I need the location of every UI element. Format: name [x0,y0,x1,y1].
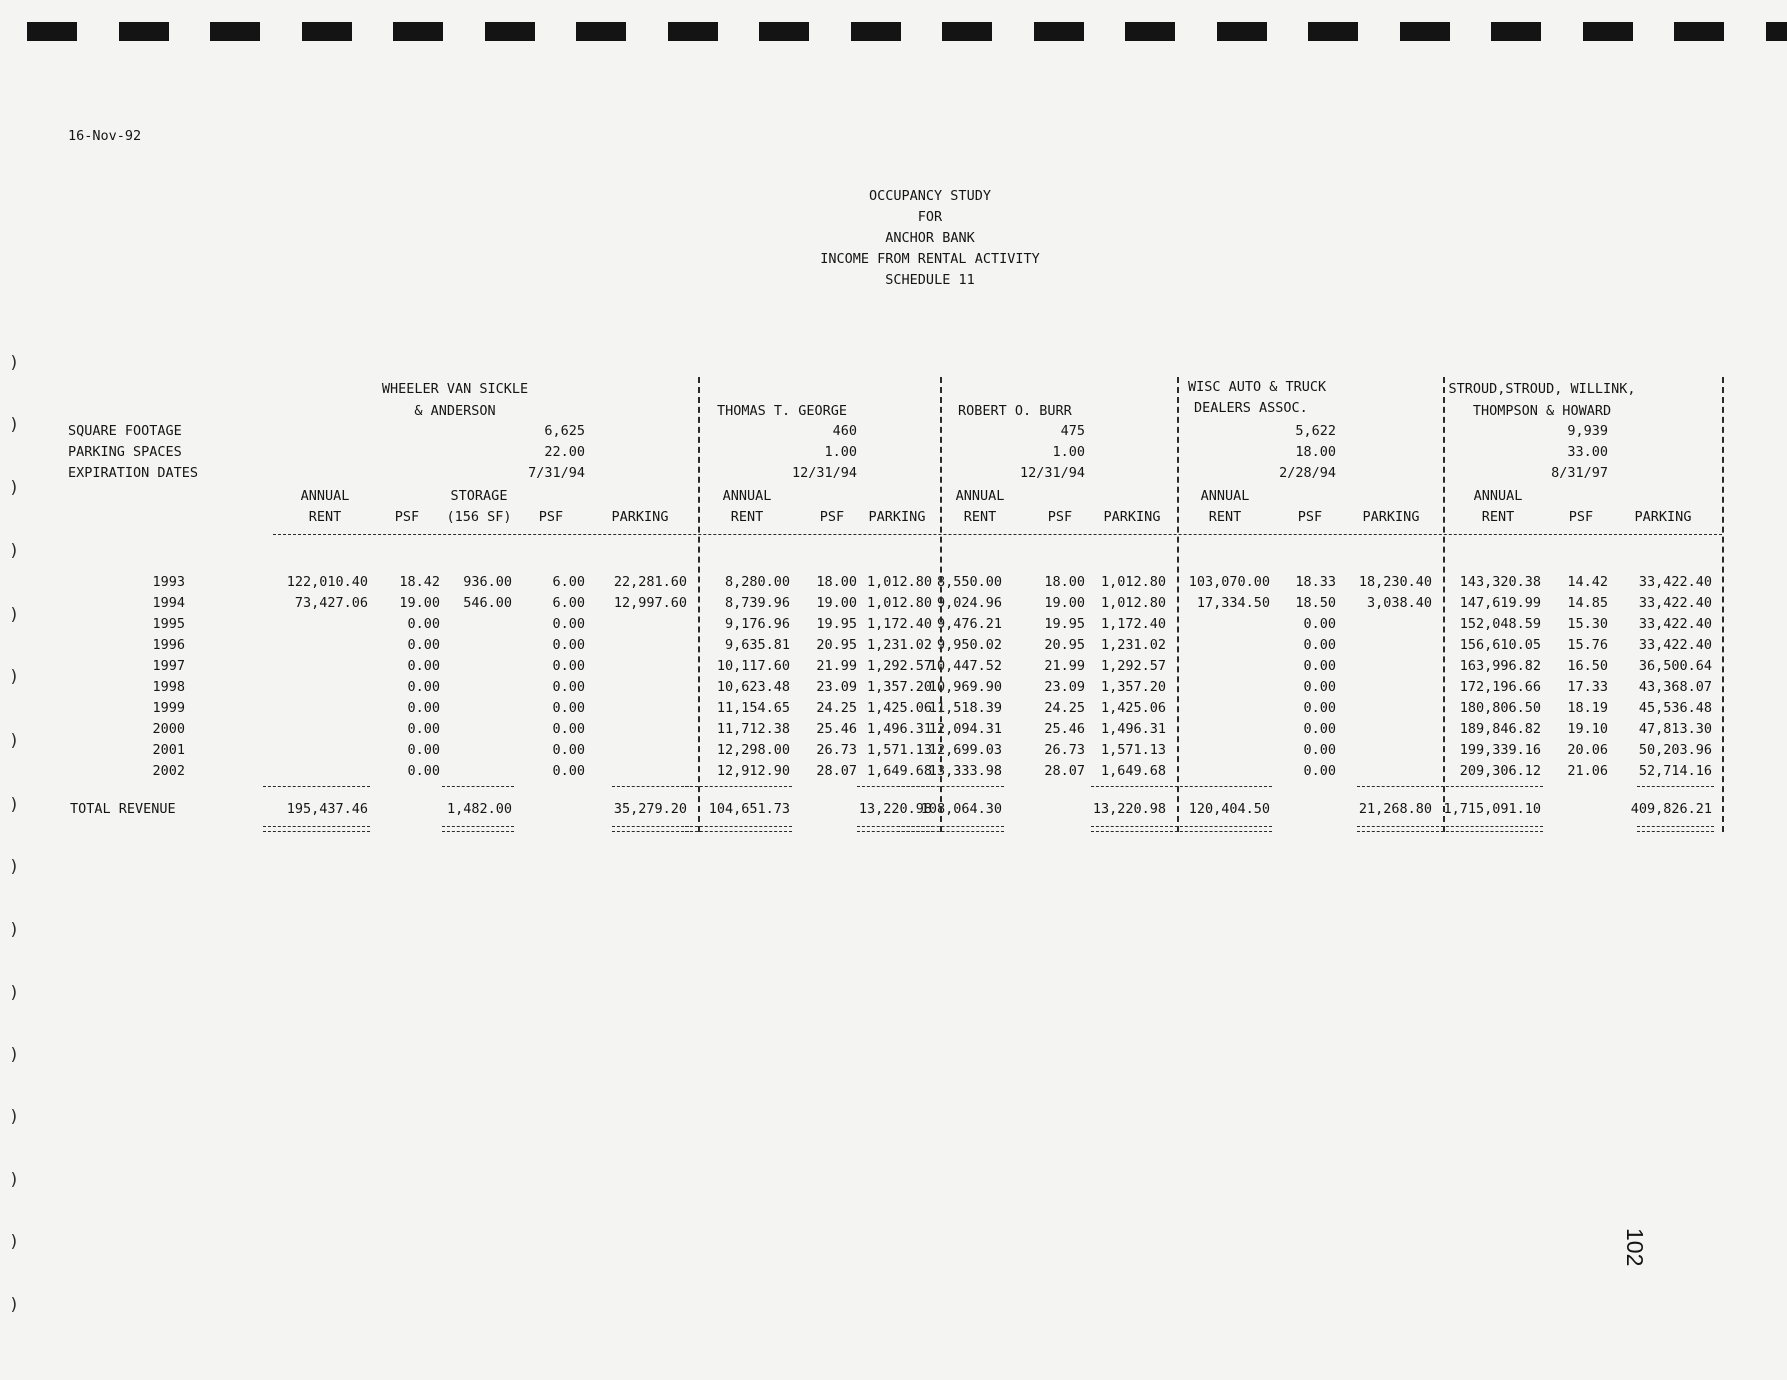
cell-psf: 18.19 [1567,700,1608,716]
year-label: 1994 [152,595,185,611]
header-annual: ANNUAL [300,488,350,504]
subtotal-rule [897,786,1004,787]
subtotal-rule [1165,786,1272,787]
cell-psf: 28.07 [816,763,857,779]
tenant-name: WHEELER VAN SICKLE [381,381,529,397]
tenant-column-divider [1722,377,1724,832]
cell-storage: 546.00 [463,595,512,611]
parking-spaces-value: 1.00 [1052,444,1085,460]
header-rent: RENT [1481,509,1515,525]
binder-hole-mark: ) [9,478,20,498]
cell-rent: 10,117.60 [716,658,790,674]
cell-parking: 33,422.40 [1638,637,1712,653]
total-double-rule [1637,826,1714,832]
cell-rent: 11,518.39 [928,700,1002,716]
total-parking: 409,826.21 [1630,801,1712,817]
header-annual: ANNUAL [1200,488,1250,504]
total-parking: 35,279.20 [613,801,687,817]
cell-psf: 14.85 [1567,595,1608,611]
cell-psf: 21.99 [1044,658,1085,674]
header-psf-storage: PSF [538,509,564,525]
cell-rent: 11,154.65 [716,700,790,716]
year-label: 1996 [152,637,185,653]
cell-parking: 1,649.68 [1100,763,1166,779]
header-annual: ANNUAL [955,488,1005,504]
cell-rent: 8,739.96 [724,595,790,611]
cell-psf: 0.00 [1303,637,1336,653]
title-line: FOR [917,209,943,225]
subtotal-rule [612,786,689,787]
expiration-date-value: 12/31/94 [791,465,857,481]
cell-psf2: 0.00 [552,616,585,632]
cell-psf: 19.00 [399,595,440,611]
cell-rent: 209,306.12 [1459,763,1541,779]
cell-rent: 12,699.03 [928,742,1002,758]
cell-psf: 0.00 [1303,763,1336,779]
cell-rent: 122,010.40 [286,574,368,590]
cell-rent: 9,024.96 [936,595,1002,611]
tenant-name: ROBERT O. BURR [958,403,1072,419]
cell-psf: 24.25 [1044,700,1085,716]
cell-psf2: 0.00 [552,700,585,716]
cell-rent: 9,950.02 [936,637,1002,653]
cell-psf: 20.95 [1044,637,1085,653]
cell-parking: 33,422.40 [1638,574,1712,590]
year-label: 1998 [152,679,185,695]
cell-psf: 0.00 [407,616,440,632]
cell-parking: 3,038.40 [1366,595,1432,611]
cell-rent: 189,846.82 [1459,721,1541,737]
cell-rent: 10,447.52 [928,658,1002,674]
sprocket-hole [485,22,535,41]
cell-rent: 9,176.96 [724,616,790,632]
header-psf: PSF [1297,509,1323,525]
cell-psf: 26.73 [1044,742,1085,758]
cell-psf: 0.00 [1303,700,1336,716]
binder-hole-mark: ) [9,1170,20,1190]
sprocket-hole [210,22,260,41]
cell-psf: 24.25 [816,700,857,716]
header-parking: PARKING [1362,509,1420,525]
header-parking: PARKING [611,509,669,525]
expiration-date-value: 8/31/97 [1551,465,1608,481]
cell-rent: 8,550.00 [936,574,1002,590]
cell-psf: 17.33 [1567,679,1608,695]
cell-parking: 33,422.40 [1638,595,1712,611]
total-annual-rent: 1,715,091.10 [1443,801,1541,817]
sprocket-hole [851,22,901,41]
cell-rent: 10,623.48 [716,679,790,695]
square-footage-value: 460 [832,423,857,439]
header-psf: PSF [1047,509,1073,525]
subtotal-rule [1091,786,1168,787]
expiration-date-value: 12/31/94 [1019,465,1085,481]
cell-parking: 1,292.57 [1100,658,1166,674]
total-double-rule [897,826,1004,832]
cell-parking: 1,425.06 [1100,700,1166,716]
total-double-rule [442,826,514,832]
binder-hole-mark: ) [9,795,20,815]
subtotal-rule [442,786,514,787]
tenant-name: THOMAS T. GEORGE [717,403,848,419]
cell-psf: 21.06 [1567,763,1608,779]
cell-parking: 12,997.60 [613,595,687,611]
header-rent: RENT [308,509,342,525]
cell-rent: 143,320.38 [1459,574,1541,590]
sprocket-hole [668,22,718,41]
cell-parking: 1,357.20 [866,679,932,695]
cell-psf: 0.00 [1303,679,1336,695]
cell-psf: 20.06 [1567,742,1608,758]
square-footage-value: 6,625 [544,423,585,439]
cell-rent: 17,334.50 [1196,595,1270,611]
sprocket-hole [1217,22,1267,41]
cell-rent: 103,070.00 [1188,574,1270,590]
total-parking: 13,220.98 [858,801,932,817]
cell-parking: 47,813.30 [1638,721,1712,737]
tenant-column-divider [698,377,700,832]
total-parking: 13,220.98 [1092,801,1166,817]
total-revenue-label: TOTAL REVENUE [70,801,176,817]
cell-psf2: 0.00 [552,658,585,674]
header-storage: STORAGE [450,488,508,504]
cell-rent: 163,996.82 [1459,658,1541,674]
tenant-column-divider [1443,377,1445,832]
binder-hole-mark: ) [9,1232,20,1252]
cell-parking: 1,012.80 [866,595,932,611]
cell-psf2: 0.00 [552,763,585,779]
header-rent: RENT [1208,509,1242,525]
cell-psf: 23.09 [1044,679,1085,695]
square-footage-value: 5,622 [1295,423,1336,439]
binder-hole-mark: ) [9,920,20,940]
total-double-rule [685,826,792,832]
binder-hole-mark: ) [9,1045,20,1065]
report-date: 16-Nov-92 [68,128,142,144]
year-label: 1997 [152,658,185,674]
cell-psf: 0.00 [1303,616,1336,632]
cell-psf: 0.00 [1303,742,1336,758]
cell-parking: 1,012.80 [1100,595,1166,611]
row-label-parking-spaces: PARKING SPACES [68,444,182,460]
tenant-name-line2: DEALERS ASSOC. [1194,400,1308,416]
subtotal-rule [685,786,792,787]
cell-parking: 1,571.13 [866,742,932,758]
cell-psf: 16.50 [1567,658,1608,674]
cell-psf: 23.09 [816,679,857,695]
row-label-expiration-dates: EXPIRATION DATES [68,465,199,481]
cell-psf: 0.00 [407,679,440,695]
parking-spaces-value: 22.00 [544,444,585,460]
header-rent: RENT [963,509,997,525]
total-annual-rent: 104,651.73 [708,801,790,817]
cell-parking: 36,500.64 [1638,658,1712,674]
title-line: INCOME FROM RENTAL ACTIVITY [820,251,1040,267]
cell-parking: 1,425.06 [866,700,932,716]
cell-rent: 73,427.06 [294,595,368,611]
title-line: ANCHOR BANK [885,230,975,246]
cell-psf: 25.46 [1044,721,1085,737]
year-label: 1999 [152,700,185,716]
cell-rent: 8,280.00 [724,574,790,590]
total-annual-rent: 120,404.50 [1188,801,1270,817]
cell-rent: 12,094.31 [928,721,1002,737]
sprocket-hole [759,22,809,41]
cell-psf: 19.00 [1044,595,1085,611]
total-annual-rent: 195,437.46 [286,801,368,817]
header-psf: PSF [394,509,420,525]
cell-parking: 1,649.68 [866,763,932,779]
year-label: 2000 [152,721,185,737]
sprocket-hole [1491,22,1541,41]
cell-parking: 50,203.96 [1638,742,1712,758]
cell-parking: 33,422.40 [1638,616,1712,632]
cell-parking: 1,496.31 [1100,721,1166,737]
cell-psf2: 0.00 [552,637,585,653]
title-line: OCCUPANCY STUDY [869,188,991,204]
title-line: SCHEDULE 11 [885,272,975,288]
year-label: 1995 [152,616,185,632]
total-storage: 1,482.00 [446,801,512,817]
sprocket-hole [27,22,77,41]
cell-psf2: 6.00 [552,574,585,590]
cell-psf: 0.00 [407,721,440,737]
cell-psf2: 0.00 [552,742,585,758]
tenant-column-divider [940,377,942,832]
cell-storage: 936.00 [463,574,512,590]
cell-parking: 1,172.40 [866,616,932,632]
binder-hole-mark: ) [9,541,20,561]
square-footage-value: 9,939 [1567,423,1608,439]
binder-hole-mark: ) [9,605,20,625]
cell-parking: 45,536.48 [1638,700,1712,716]
cell-psf: 18.00 [1044,574,1085,590]
cell-parking: 1,231.02 [1100,637,1166,653]
sprocket-hole [1674,22,1724,41]
page-number: 102 [1622,1228,1648,1267]
cell-parking: 22,281.60 [613,574,687,590]
tenant-name-line2: & ANDERSON [414,403,496,419]
cell-parking: 52,714.16 [1638,763,1712,779]
cell-psf: 28.07 [1044,763,1085,779]
sprocket-hole [1766,22,1787,41]
cell-psf: 15.76 [1567,637,1608,653]
year-label: 1993 [152,574,185,590]
cell-psf: 18.50 [1295,595,1336,611]
total-double-rule [1165,826,1272,832]
total-double-rule [263,826,370,832]
binder-hole-mark: ) [9,983,20,1003]
sprocket-hole [942,22,992,41]
cell-rent: 172,196.66 [1459,679,1541,695]
binder-hole-mark: ) [9,1295,20,1315]
parking-spaces-value: 1.00 [824,444,857,460]
sprocket-hole [1400,22,1450,41]
parking-spaces-value: 33.00 [1567,444,1608,460]
cell-parking: 43,368.07 [1638,679,1712,695]
total-double-rule [1436,826,1543,832]
header-psf: PSF [819,509,845,525]
cell-psf: 18.33 [1295,574,1336,590]
cell-rent: 12,298.00 [716,742,790,758]
cell-psf2: 0.00 [552,679,585,695]
header-psf: PSF [1568,509,1594,525]
cell-psf: 25.46 [816,721,857,737]
tenant-name: STROUD,STROUD, WILLINK, [1448,381,1636,397]
sprocket-hole [1034,22,1084,41]
cell-psf: 19.95 [1044,616,1085,632]
cell-psf: 14.42 [1567,574,1608,590]
cell-psf: 19.95 [816,616,857,632]
total-double-rule [1357,826,1434,832]
cell-parking: 1,357.20 [1100,679,1166,695]
cell-psf: 19.10 [1567,721,1608,737]
subtotal-rule [263,786,370,787]
total-annual-rent: 108,064.30 [920,801,1002,817]
header-parking: PARKING [1103,509,1161,525]
cell-psf: 0.00 [407,742,440,758]
cell-psf: 0.00 [1303,721,1336,737]
cell-parking: 1,571.13 [1100,742,1166,758]
cell-psf: 0.00 [407,658,440,674]
sprocket-hole [393,22,443,41]
cell-parking: 18,230.40 [1358,574,1432,590]
total-double-rule [612,826,689,832]
header-rent: RENT [730,509,764,525]
year-label: 2002 [152,763,185,779]
cell-psf: 0.00 [407,763,440,779]
cell-rent: 11,712.38 [716,721,790,737]
row-label-square-footage: SQUARE FOOTAGE [68,423,182,439]
binder-hole-mark: ) [9,353,20,373]
cell-psf: 20.95 [816,637,857,653]
header-parking: PARKING [1634,509,1692,525]
subtotal-rule [1637,786,1714,787]
total-parking: 21,268.80 [1358,801,1432,817]
tenant-name: WISC AUTO & TRUCK [1188,379,1327,395]
sprocket-hole [1125,22,1175,41]
binder-hole-mark: ) [9,857,20,877]
parking-spaces-value: 18.00 [1295,444,1336,460]
binder-hole-mark: ) [9,1107,20,1127]
cell-parking: 1,012.80 [1100,574,1166,590]
expiration-date-value: 7/31/94 [528,465,585,481]
tenant-column-divider [1177,377,1179,832]
header-annual: ANNUAL [1473,488,1523,504]
cell-parking: 1,012.80 [866,574,932,590]
sprocket-hole [1583,22,1633,41]
cell-rent: 10,969.90 [928,679,1002,695]
cell-rent: 13,333.98 [928,763,1002,779]
cell-rent: 9,635.81 [724,637,790,653]
binder-hole-mark: ) [9,667,20,687]
binder-hole-mark: ) [9,415,20,435]
cell-rent: 180,806.50 [1459,700,1541,716]
cell-psf: 18.42 [399,574,440,590]
cell-psf: 0.00 [407,700,440,716]
cell-parking: 1,292.57 [866,658,932,674]
cell-rent: 199,339.16 [1459,742,1541,758]
cell-rent: 156,610.05 [1459,637,1541,653]
header-annual: ANNUAL [722,488,772,504]
sprocket-hole [1308,22,1358,41]
total-double-rule [1091,826,1168,832]
cell-psf: 21.99 [816,658,857,674]
expiration-date-value: 2/28/94 [1279,465,1336,481]
cell-parking: 1,172.40 [1100,616,1166,632]
square-footage-value: 475 [1060,423,1085,439]
sprocket-hole [119,22,169,41]
sprocket-hole [302,22,352,41]
cell-psf: 26.73 [816,742,857,758]
year-label: 2001 [152,742,185,758]
tenant-name-line2: THOMPSON & HOWARD [1472,403,1612,419]
cell-psf: 18.00 [816,574,857,590]
cell-psf: 19.00 [816,595,857,611]
sprocket-hole [576,22,626,41]
cell-psf: 0.00 [1303,658,1336,674]
header-storage-sf: (156 SF) [446,509,512,525]
cell-rent: 152,048.59 [1459,616,1541,632]
cell-psf2: 6.00 [552,595,585,611]
subtotal-rule [1357,786,1434,787]
report-title [760,186,1100,291]
cell-parking: 1,231.02 [866,637,932,653]
binder-hole-mark: ) [9,731,20,751]
cell-rent: 12,912.90 [716,763,790,779]
header-separator-rule [273,534,1722,535]
cell-psf2: 0.00 [552,721,585,737]
cell-rent: 9,476.21 [936,616,1002,632]
cell-parking: 1,496.31 [866,721,932,737]
cell-rent: 147,619.99 [1459,595,1541,611]
cell-psf: 15.30 [1567,616,1608,632]
cell-psf: 0.00 [407,637,440,653]
header-parking: PARKING [868,509,926,525]
subtotal-rule [1436,786,1543,787]
